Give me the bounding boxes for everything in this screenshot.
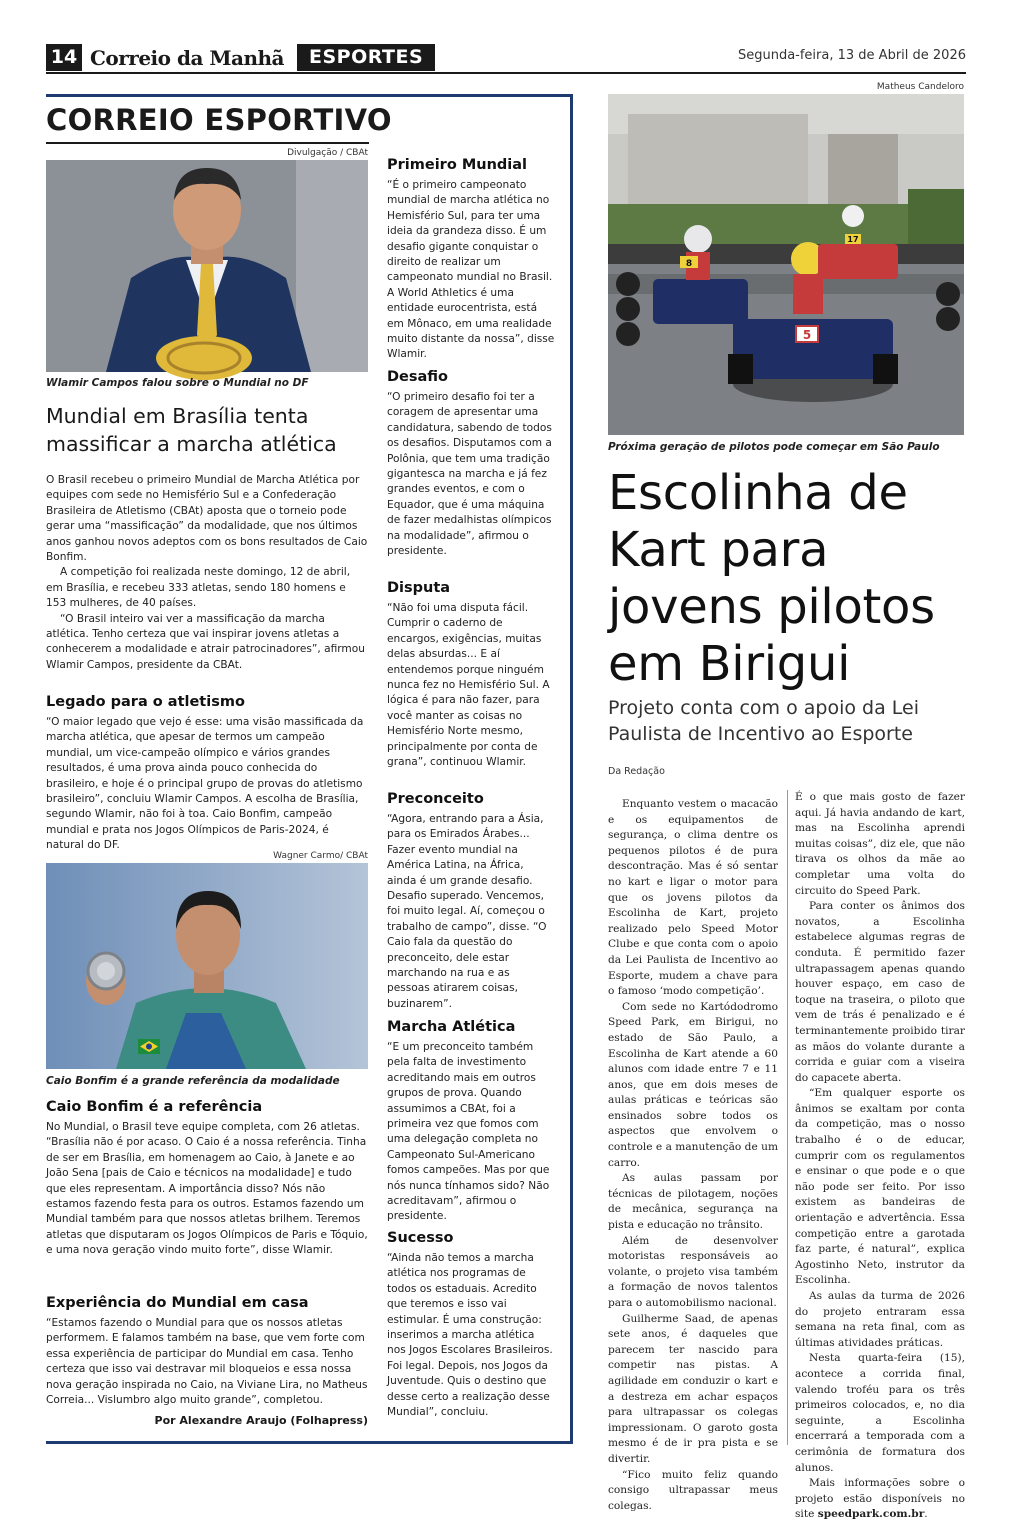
- column-frame-right: [570, 94, 573, 1444]
- page-header: [46, 44, 966, 72]
- kart-photo: [608, 94, 964, 435]
- photo-credit: Wagner Carmo/ CBAt: [273, 851, 368, 861]
- preconceito-text: “Agora, entrando para a Ásia, para os Emirados Árabes... Fazer evento mundial na América Latina, na África, ainda é um grande desafio. Desafio superado. Vencemos, foi muito legal. Aí, começou o trabalho de campo”, disse. “O Caio fala da questão do preconceito, dele estar marchando na rua e as pessoas atirarem coisas, buzinarem”.: [387, 813, 547, 1010]
- header-rule: [46, 72, 966, 74]
- legado-text: “O maior legado que vejo é esse: uma visão massificada da marcha atlética, que apesar de termos um campeão mundial, um vice-campeão olímpico e vários grandes resultados, é uma prova ainda pouco conhecida do brasileiro, e hoje é o principal grupo de provas do atletismo brasileiro”, concluiu Wlamir Campos. A escolha de Brasília, segundo Wlamir, não foi à toa. Caio Bonfim, campeão mundial e prata nos Jogos Olímpicos de Paris-2024, é natural do DF.: [46, 716, 364, 852]
- kart-paragraph: Enquanto vestem o macacão e os equipamentos de segurança, o clima dentre os pequenos pilotos é de pura descontração. Mas é só sentar no kart e ligar o motor para que os jovens pilotos da Escolinha de Kart, projeto realizado pelo Speed Motor Clube e que conta com o apoio da Lei Paulista de Incentivo ao Esporte, mudem a chave para o famoso ‘modo competição’.: [608, 798, 778, 998]
- kart-number: 17: [847, 235, 859, 244]
- photo-credit: Matheus Candeloro: [876, 82, 964, 92]
- disputa-text: “Não foi uma disputa fácil. Cumprir o caderno de encargos, exigências, muitas delas absurdas... E aí entendemos porque ninguém nunca fez no Hemisfério Sul. A lógica é para não fazer, para você manter as coisas no Hemisfério Norte mesmo, principalmente por conta de grana”, continuou Wlamir.: [387, 602, 550, 769]
- kart-headline: Escolinha de Kart para jovens pilotos em Birigui: [608, 465, 935, 692]
- kart-byline: Da Redação: [608, 766, 665, 777]
- kart-column-2: [795, 790, 965, 1523]
- kart-paragraph: “Em qualquer esporte os ânimos se exaltam por conta da competição, mas o nosso trabalho é o de educar, cumprir com os regulamentos e ensinar o que pode e o que não pode ser feito. Por isso existem as bandeiras de orientação e advertência. Essa competição entre a garotada faz parte, é natural”, explica Agostinho Neto, instrutor da Escolinha.: [795, 1087, 965, 1287]
- subhead-disputa: Disputa: [387, 580, 451, 596]
- subhead-experiencia: Experiência do Mundial em casa: [46, 1295, 309, 1311]
- subhead-legado: Legado para o atletismo: [46, 694, 245, 710]
- kart-paragraph: Além de desenvolver motoristas responsáveis ao volante, o projeto visa também a formação de novos talentos para o automobilismo nacional.: [608, 1234, 778, 1309]
- photo-credit: Divulgação / CBAt: [287, 148, 368, 158]
- kart-paragraph-last: [795, 1476, 965, 1523]
- kart-paragraph: Com sede no Kartódodromo Speed Park, em Birigui, no estado de São Paulo, a Escolinha de Kart atende a 60 alunos com idade entre 7 e 11 anos, que em dois meses de aulas práticas e teóricas são ensinados sobre todos os aspectos que envolvem o controle e a manutenção de um carro.: [608, 1000, 778, 1169]
- kart-paragraph: Guilherme Saad, de apenas sete anos, é daqueles que parecem ter nascido para competir nas pistas. A agilidade em conduzir o kart e a destreza em achar espaços para ultrapassar os colegas impressionam. O garoto gosta mesmo é de ir pra pista e se divertir.: [608, 1312, 778, 1465]
- sucesso-text: “Ainda não temos a marcha atlética nos programas de todos os estaduais. Acredito que teremos e isso vai estimular. É uma construção: inserimos a marcha atlética nos Jogos Escolares Brasileiros. Foi legal. Depois, nos Jogos da Juventude. Quis o destino que desse certo a realização desse Mundial”, concluiu.: [387, 1252, 553, 1419]
- column-separator: [787, 790, 788, 1445]
- primeiro-mundial-text: “É o primeiro campeonato mundial de marcha atlética no Hemisfério Sul, para ter uma ideia da grandeza disso. É um desafio gigante conquistar o direito de realizar um campeonato mundial no Brasil. A World Athletics é uma entidade eurocentrista, está em Mônaco, em uma realidade muito distante da nossa”, disse Wlamir.: [387, 179, 555, 361]
- column-title: CORREIO ESPORTIVO: [46, 103, 392, 137]
- subhead-preconceito: Preconceito: [387, 791, 484, 807]
- kart-number: 8: [685, 259, 693, 269]
- kart-paragraph: Nesta quarta-feira (15), acontece a corrida final, valendo troféu para os três primeiros colocados, e, no dia seguinte, a Escolinha encerrará a temporada com a cerimônia de formatura dos alunos.: [795, 1352, 965, 1474]
- subhead-sucesso: Sucesso: [387, 1230, 454, 1246]
- kart-paragraph: “Fico muito feliz quando consigo ultrapassar meus colegas.: [608, 1468, 778, 1512]
- experiencia-text: “Estamos fazendo o Mundial para que os nossos atletas performem. E falamos também na base, que vem forte com essa experiência de participar do Mundial em casa. Tenho certeza que isso vai destravar mil bloqueios e essa nossa nova geração inspirada no Caio, na Viviane Lira, no Matheus Correia... Vislumbro algo muito grande”, completou.: [46, 1317, 368, 1407]
- column-frame-top: [46, 94, 573, 97]
- column-title-rule: [46, 142, 369, 144]
- kart-paragraph-text: Mais informações sobre o projeto estão disponíveis no site: [795, 1477, 965, 1521]
- kart-column-1: [608, 797, 778, 1514]
- photo-caption: Caio Bonfim é a grande referência da modalidade: [46, 1075, 340, 1087]
- section-tag: ESPORTES: [297, 44, 435, 71]
- byline: Por Alexandre Araujo (Folhapress): [154, 1414, 368, 1427]
- subhead-primeiro-mundial: Primeiro Mundial: [387, 157, 528, 173]
- intro-paragraph: A competição foi realizada neste domingo, 12 de abril, em Brasília, e recebeu 333 atletas, sendo 180 homens e 153 mulheres, de 40 países.: [46, 566, 351, 610]
- marcha-atletica-text: “E um preconceito também pela falta de investimento acreditando mais em outros grupos de prova. Quando assumimos a CBAt, foi a primeira vez que fomos com uma delegação completa no Campeonato Sul-Americano fomos campeões. Mas por que nós nunca tínhamos sido? Não acreditavam”, afirmou o presidente.: [387, 1041, 550, 1223]
- intro-text: [46, 473, 368, 673]
- intro-paragraph: “O Brasil inteiro vai ver a massificação da marcha atlética. Tenho certeza que vai inspirar jovens atletas a conhecerem a modalidade e atrair patrocinadores”, afirmou Wlamir Campos, presidente da CBAt.: [46, 612, 365, 671]
- kart-standfirst: Projeto conta com o apoio da Lei Paulista de Incentivo ao Esporte: [608, 697, 919, 745]
- site-link[interactable]: speedpark.com.br: [817, 1508, 925, 1521]
- intro-paragraph: O Brasil recebeu o primeiro Mundial de Marcha Atlética por equipes com sede no Hemisfério Sul e a Confederação Brasileira de Atletismo (CBAt) aposta que o torneio pode gerar uma “massificação” da modalidade, que nos últimos anos ganhou novos adeptos com os bons resultados de Caio Bonfim.: [46, 474, 368, 564]
- photo-caption: Próxima geração de pilotos pode começar em São Paulo: [608, 441, 940, 453]
- photo-caption: Wlamir Campos falou sobre o Mundial no DF: [46, 377, 309, 389]
- issue-date: Segunda-feira, 13 de Abril de 2026: [737, 48, 966, 63]
- column-frame-bottom: [46, 1441, 573, 1444]
- subhead-desafio: Desafio: [387, 369, 448, 385]
- kart-paragraph: As aulas da turma de 2026 do projeto entraram essa semana na reta final, com as últimas atividades práticas.: [795, 1290, 965, 1349]
- page-number: 14: [46, 44, 82, 71]
- subhead-caio: Caio Bonfim é a referência: [46, 1099, 263, 1115]
- article-headline: Mundial em Brasília tenta massificar a marcha atlética: [46, 404, 337, 456]
- site-period: .: [924, 1508, 928, 1521]
- subhead-marcha-atletica: Marcha Atlética: [387, 1019, 516, 1035]
- kart-paragraph: É o que mais gosto de fazer aqui. Já havia andando de kart, mas na Escolinha aprendi muitas coisas”, diz ele, que não tirava os olhos da mãe ao completar uma volta do circuito do Speed Park.: [795, 791, 965, 897]
- desafio-text: “O primeiro desafio foi ter a coragem de apresentar uma candidatura, sabendo de todos os desafios. Disputamos com a Polônia, que tem uma tradição gigantesca na marcha e já fez grandes eventos, e com o Equador, que é uma máquina de fazer medalhistas olímpicos na modalidade”, afirmou o presidente.: [387, 391, 552, 558]
- caio-text: No Mundial, o Brasil teve equipe completa, com 26 atletas. “Brasília não é por acaso. O Caio é a nossa referência. Tinha de ser em Brasília, em homenagem ao Caio, à Janete e ao João Sena [pais de Caio e técnicos na modalidade] e tudo que eles representam. A importância disso? Nós não estamos fazendo festa para os outros. Estamos fazendo um Mundial também para que nossos atletas brilhem. Teremos atletas que disputaram os Jogos Olímpicos de Paris e Tóquio, e uma nova geração vindo muito forte”, disse Wlamir.: [46, 1121, 368, 1257]
- newspaper-name: Correio da Manhã: [90, 46, 285, 70]
- wlamir-photo: [46, 160, 368, 372]
- caio-bonfim-photo: [46, 863, 368, 1069]
- kart-paragraph: As aulas passam por técnicas de pilotagem, noções de mecânica, segurança na pista e educação no trânsito.: [608, 1172, 778, 1232]
- kart-paragraph: Para conter os ânimos dos novatos, a Escolinha estabelece algumas regras de conduta. É permitido fazer ultrapassagem apenas quando houver espaço, em caso de toque na traseira, o piloto que vem de trás é penalizado e é terminantemente proibido tirar as mãos do volante durante a corrida e guiar com a viseira do capacete aberta.: [795, 900, 965, 1084]
- kart-number: 5: [802, 328, 812, 342]
